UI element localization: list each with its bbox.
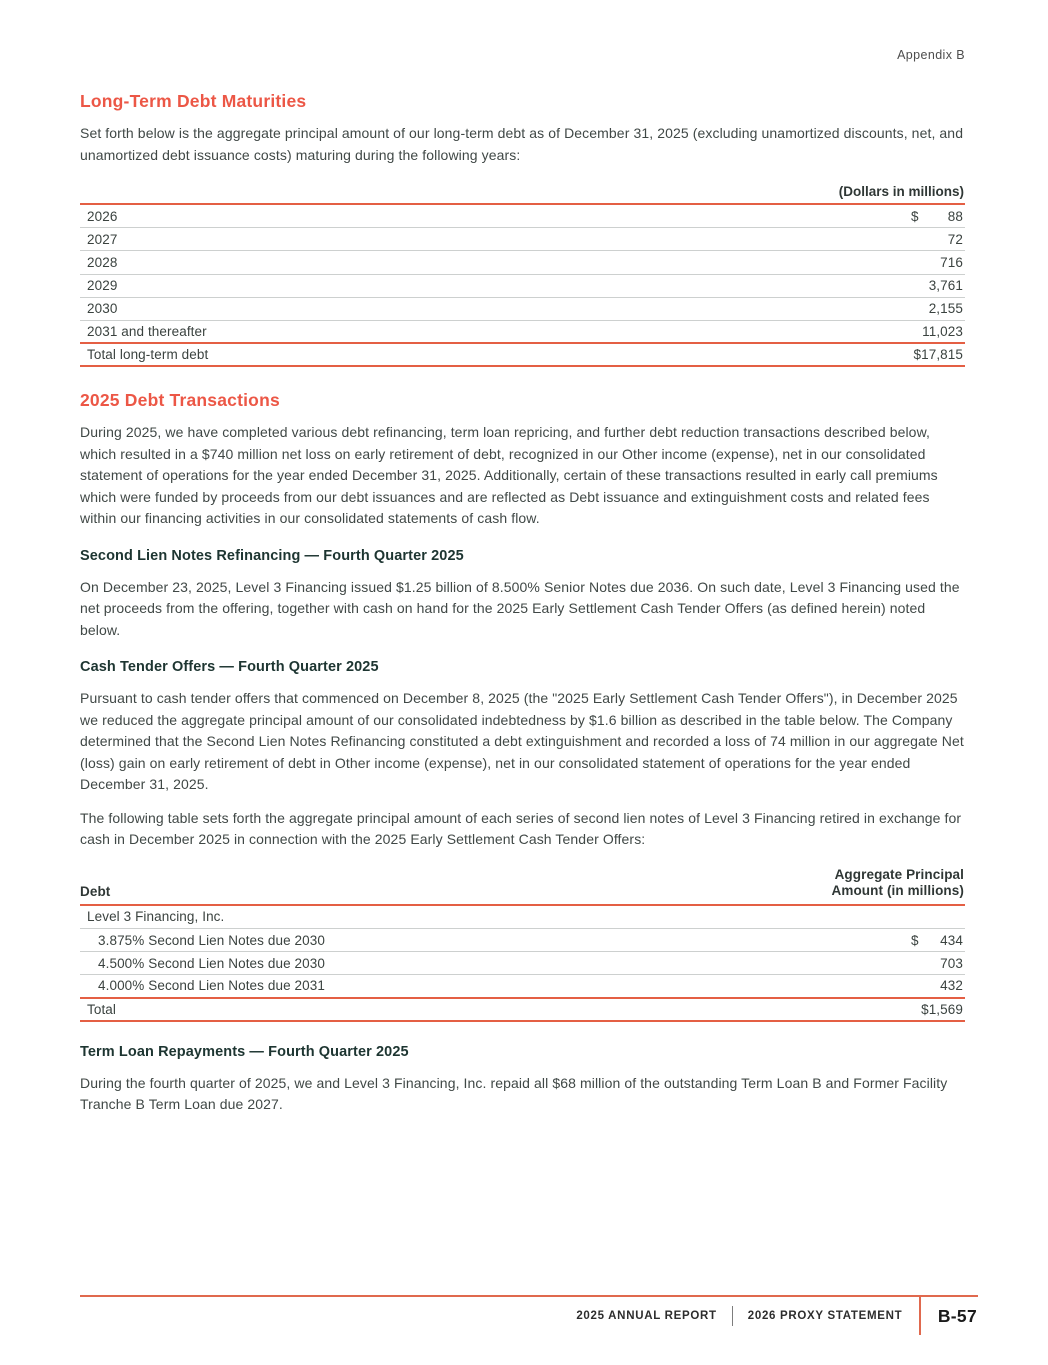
row-label: 2029 [87, 278, 118, 294]
maturities-table-body [80, 203, 965, 367]
row-amount [911, 933, 963, 948]
cash-tender-body-2: The following table sets forth the aggregate principal amount of each series of second lien notes of Level 3 Financing retired in exchange for cash in December 2025 in connection with the 2025 Early Settlement Cash Tender Offers: [80, 809, 962, 848]
row-label: 2026 [87, 208, 118, 224]
total-value: $1,569 [921, 1001, 963, 1017]
currency-symbol: $ [911, 932, 919, 948]
table-row [80, 975, 965, 998]
footer-row [80, 1297, 978, 1335]
table-row [80, 321, 965, 344]
row-label: 4.500% Second Lien Notes due 2030 [98, 955, 325, 971]
row-value: 716 [940, 254, 963, 270]
row-value: 3,761 [928, 278, 963, 294]
column-header-amount-line1: Aggregate Principal [834, 866, 964, 882]
row-label: 4.000% Second Lien Notes due 2031 [98, 978, 325, 994]
footer-proxy-statement: 2026 PROXY STATEMENT [747, 1310, 903, 1322]
footer-annual-report: 2025 ANNUAL REPORT [576, 1310, 717, 1322]
row-value: 88 [947, 208, 963, 224]
row-value: 703 [940, 955, 963, 971]
table-row [80, 298, 965, 321]
row-amount [911, 278, 963, 293]
table-total-row [80, 344, 965, 367]
row-label: 3.875% Second Lien Notes due 2030 [98, 932, 325, 948]
row-amount [911, 978, 963, 993]
row-label: 2027 [87, 231, 118, 247]
row-value: 432 [940, 978, 963, 994]
group-label: Level 3 Financing, Inc. [87, 909, 225, 925]
maturities-units-label: (Dollars in millions) [838, 184, 964, 199]
row-label: 2030 [87, 301, 118, 317]
table-total-row [80, 999, 965, 1022]
debt-transactions-intro: During 2025, we have completed various debt refinancing, term loan repricing, and further debt reduction transactions described below, which resulted in a $740 million net loss on early retirement of debt, recognized in our Other income (expense), net in our consolidated statement of operations for the year ended December 31, 2025. Additionally, certain of these transactions resulted in early call premiums which were funded by proceeds from our debt issuances and are reflected as Debt issuance and extinguishment costs and related fees within our financing activities in our consolidated statements of cash flow. [80, 424, 938, 527]
long-term-debt-intro: Set forth below is the aggregate principal amount of our long-term debt as of December 31, 2025 (excluding unamortized discounts, net, and unamortized debt issuance costs) maturing during the following years: [80, 125, 964, 163]
page-footer [80, 1295, 978, 1335]
table-row [80, 929, 965, 952]
row-label: 2028 [87, 254, 118, 270]
row-value: 72 [947, 231, 963, 247]
table-row [80, 952, 965, 975]
row-value: 2,155 [928, 301, 963, 317]
total-label: Total long-term debt [87, 347, 209, 363]
table-group-row [80, 906, 965, 929]
row-amount [911, 324, 963, 339]
appendix-label: Appendix B [897, 48, 965, 62]
table-row [80, 275, 965, 298]
footer-page-number: B-57 [937, 1305, 977, 1326]
table-row [80, 251, 965, 274]
row-amount [911, 255, 963, 270]
column-header-debt: Debt [80, 883, 111, 899]
column-header-amount-line2: Amount (in millions) [831, 882, 964, 898]
row-label: 2031 and thereafter [87, 324, 207, 340]
row-amount [911, 209, 963, 224]
row-amount [911, 301, 963, 316]
section-title-debt-transactions: 2025 Debt Transactions [80, 390, 280, 411]
total-amount [911, 347, 963, 362]
table-row [80, 228, 965, 251]
row-value: 11,023 [922, 324, 963, 340]
row-amount [911, 232, 963, 247]
tender-table-body [80, 904, 965, 1022]
tender-table [80, 867, 965, 1022]
sub-title-cash-tender: Cash Tender Offers — Fourth Quarter 2025 [80, 659, 379, 676]
term-loan-body: During the fourth quarter of 2025, we and Level 3 Financing, Inc. repaid all $68 million of the outstanding Term Loan B and Former Facility Tranche B Term Loan due 2027. [80, 1074, 948, 1113]
section-title-long-term-debt: Long-Term Debt Maturities [80, 91, 307, 111]
tender-table-header [80, 867, 965, 904]
sub-title-second-lien: Second Lien Notes Refinancing — Fourth Quarter 2025 [80, 547, 464, 564]
cash-tender-body-1: Pursuant to cash tender offers that commenced on December 8, 2025 (the "2025 Early Settlement Cash Tender Offers"), in December 2025 we reduced the aggregate principal amount of our consolidated indebtedness by $1.6 billion as described in the table below. The Company determined that the Second Lien Notes Refinancing constituted a debt extinguishment and recorded a loss of 74 million in our aggregate Net (loss) gain on early retirement of debt in Other income (expense), net in our consolidated statement of operations for the year ended December 31, 2025. [80, 690, 964, 793]
row-value: 434 [940, 932, 963, 948]
total-label: Total [87, 1001, 117, 1017]
maturities-table [80, 184, 965, 367]
currency-symbol: $ [911, 208, 919, 224]
second-lien-body: On December 23, 2025, Level 3 Financing issued $1.25 billion of 8.500% Senior Notes due 2036. On such date, Level 3 Financing used the net proceeds from the offering, together with cash on hand for the 2025 Early Settlement Cash Tender Offers (as defined herein) noted below. [80, 578, 960, 638]
footer-divider-red [919, 1297, 921, 1335]
sub-title-term-loan: Term Loan Repayments — Fourth Quarter 2025 [80, 1043, 409, 1060]
column-header-amount [832, 867, 965, 899]
row-amount [911, 956, 963, 971]
footer-divider-gray [732, 1306, 733, 1326]
table-row [80, 205, 965, 228]
total-amount [911, 1002, 963, 1017]
total-value: $17,815 [913, 347, 963, 363]
